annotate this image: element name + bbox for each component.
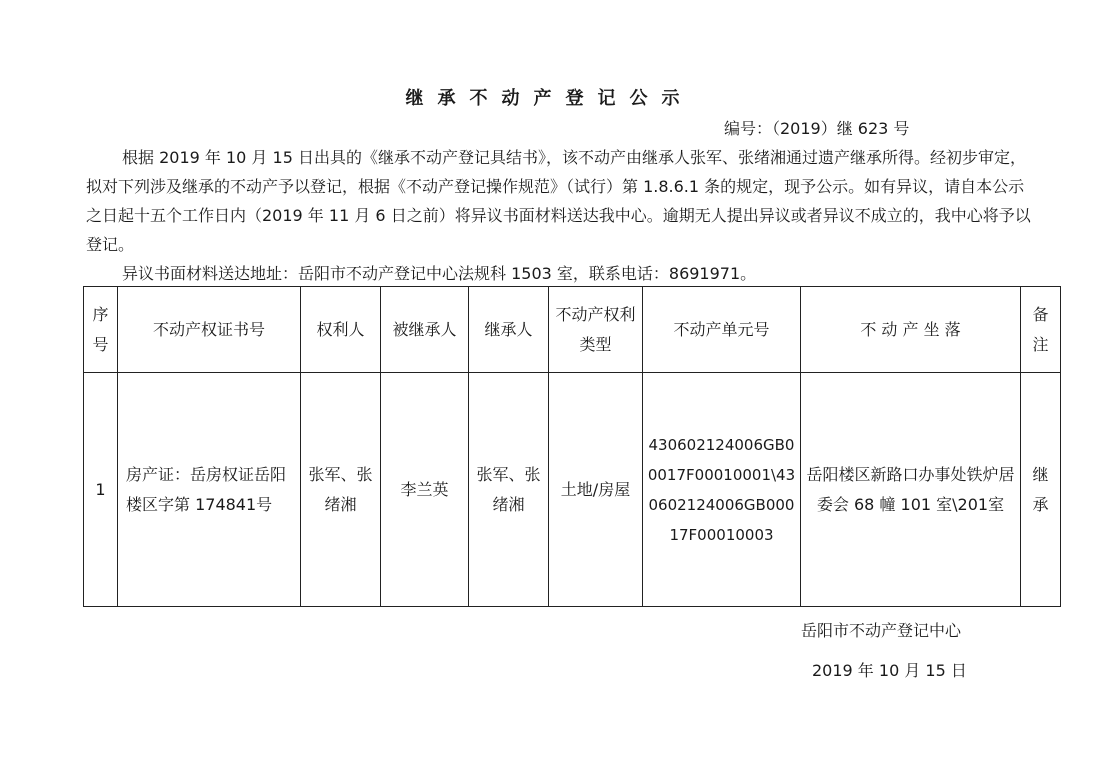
cell-right-type: 土地/房屋	[549, 373, 643, 607]
document-title: 继承不动产登记公示	[405, 88, 694, 109]
header-right-type: 不动产权利类型	[549, 287, 643, 373]
notice-paragraph-main: 根据 2019 年 10 月 15 日出具的《继承不动产登记具结书》，该不动产由继承人张军、张绪湘通过遗产继承所得。经初步审定， 拟对下列涉及继承的不动产予以登记，根据《不动产登记操作规范》（试行）第 1.8.6.1 条的规定，现予公示。如有异议，请自本公示之日起十五个工作日内（2019 年 11 月 6 日之前）将异议书面材料送达我中心。逾期无人提出异议或者异议不成立的，我中心将予以登记。	[86, 148, 1031, 254]
registration-table	[83, 286, 1061, 607]
cell-unit-no: 430602124006GB00017F00010001\430602124006GB00017F00010003	[643, 373, 801, 607]
table-row	[84, 373, 1061, 607]
cell-cert-no: 房产证：岳房权证岳阳楼区字第 174841号	[118, 373, 301, 607]
issuing-organization: 岳阳市不动产登记中心	[801, 621, 962, 640]
table-header-row	[84, 287, 1061, 373]
header-cert-no: 不动产权证书号	[118, 287, 301, 373]
header-heir: 继承人	[469, 287, 549, 373]
header-unit-no: 不动产单元号	[643, 287, 801, 373]
cell-owner: 张军、张绪湘	[301, 373, 381, 607]
issue-date: 2019 年 10 月 15 日	[812, 661, 967, 680]
header-location: 不 动 产 坐 落	[801, 287, 1021, 373]
cell-remark: 继承	[1021, 373, 1061, 607]
cell-decedent: 李兰英	[381, 373, 469, 607]
header-remark: 备注	[1021, 287, 1061, 373]
document-number: 编号：（2019）继 623 号	[724, 119, 910, 138]
cell-location: 岳阳楼区新路口办事处铁炉居委会 68 幢 101 室\201室	[801, 373, 1021, 607]
cell-seq: 1	[84, 373, 118, 607]
objection-address-paragraph: 异议书面材料送达地址：岳阳市不动产登记中心法规科 1503 室，联系电话：8691971。	[122, 264, 757, 283]
cell-heir: 张军、张绪湘	[469, 373, 549, 607]
header-decedent: 被继承人	[381, 287, 469, 373]
header-owner: 权利人	[301, 287, 381, 373]
header-seq: 序号	[84, 287, 118, 373]
